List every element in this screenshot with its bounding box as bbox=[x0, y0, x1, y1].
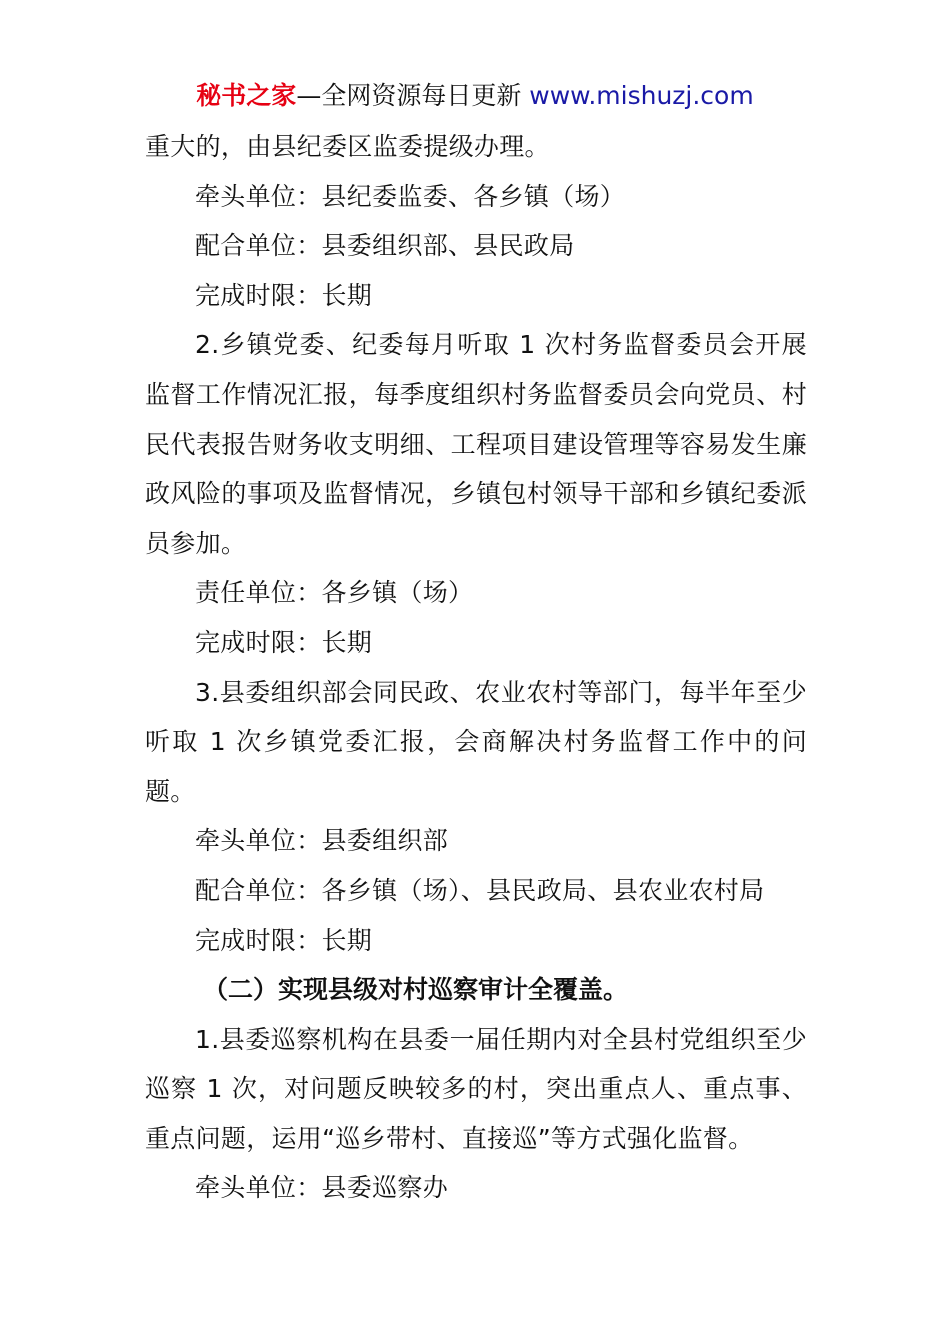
deadline-line: 完成时限：长期 bbox=[195, 280, 373, 310]
paragraph: 2.乡镇党委、纪委每月听取 1 次村务监督委员会开展监督工作情况汇报，每季度组织村务监督委员会向党员、村民代表报告财务收支明细、工程项目建设管理等容易发生廉政风险的事项及监督情况，乡镇包村领导干部和乡镇纪委派员参加。 bbox=[145, 330, 807, 558]
cooperating-unit-line: 配合单位：各乡镇（场）、县民政局、县农业农村局 bbox=[195, 875, 765, 905]
lead-unit-line: 牵头单位：县委巡察办 bbox=[195, 1173, 449, 1203]
cooperating-unit-line: 配合单位：县委组织部、县民政局 bbox=[195, 231, 575, 261]
site-url[interactable]: www.mishuzj.com bbox=[529, 81, 754, 110]
paragraph: 3.县委组织部会同民政、农业农村等部门，每半年至少听取 1 次乡镇党委汇报，会商解决村务监督工作中的问题。 bbox=[145, 677, 807, 806]
site-tagline: —全网资源每日更新 bbox=[296, 81, 522, 110]
responsible-unit-line: 责任单位：各乡镇（场） bbox=[195, 578, 474, 608]
paragraph: 重大的，由县纪委区监委提级办理。 bbox=[145, 132, 550, 161]
lead-unit-line: 牵头单位：县纪委监委、各乡镇（场） bbox=[195, 181, 626, 211]
document-body bbox=[145, 122, 807, 1213]
section-heading: （二）实现县级对村巡察审计全覆盖。 bbox=[203, 975, 629, 1005]
deadline-line: 完成时限：长期 bbox=[195, 925, 373, 955]
lead-unit-line: 牵头单位：县委组织部 bbox=[195, 826, 449, 856]
page-header bbox=[0, 80, 950, 112]
deadline-line: 完成时限：长期 bbox=[195, 627, 373, 657]
site-brand: 秘书之家 bbox=[196, 81, 297, 110]
paragraph: 1.县委巡察机构在县委一届任期内对全县村党组织至少巡察 1 次，对问题反映较多的村，突出重点人、重点事、重点问题，运用“巡乡带村、直接巡”等方式强化监督。 bbox=[145, 1024, 807, 1153]
